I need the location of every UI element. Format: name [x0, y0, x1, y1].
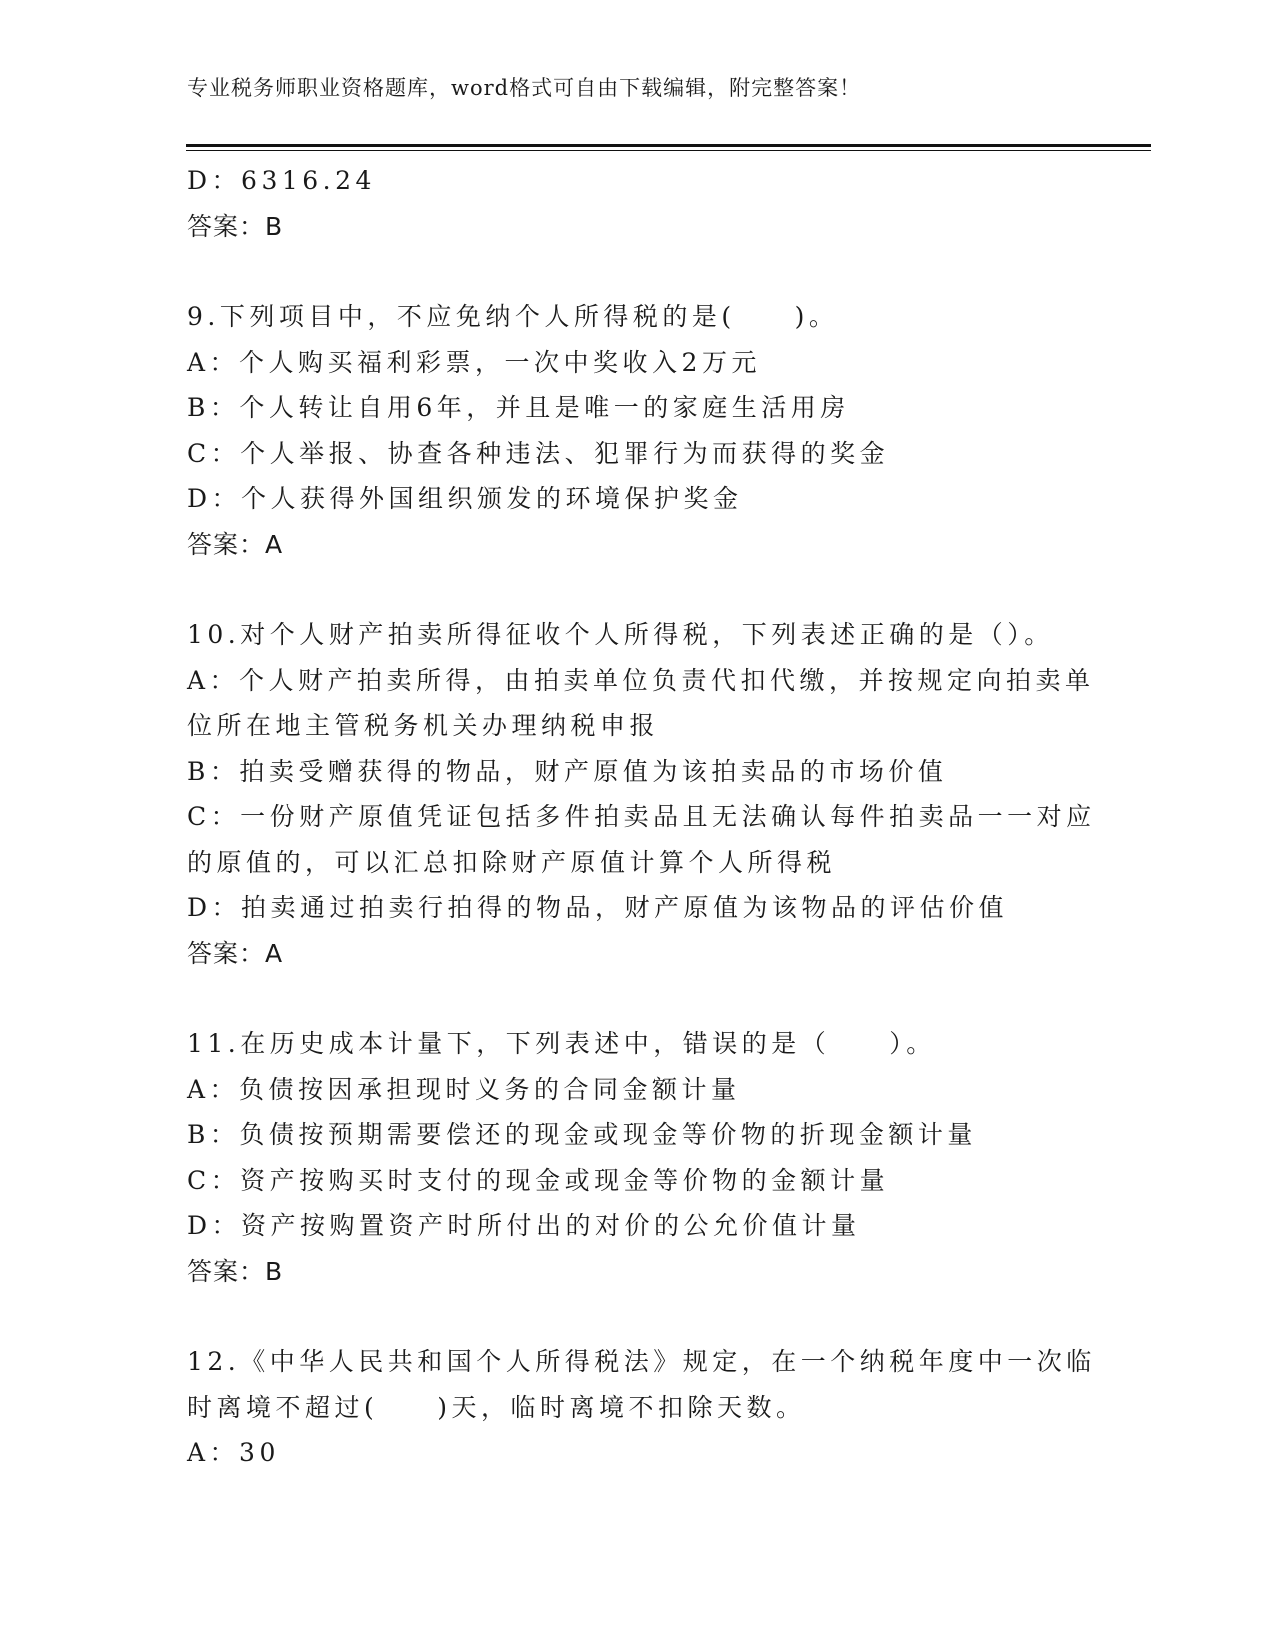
- option-b: B：个人转让自用6年，并且是唯一的家庭生活用房: [187, 393, 850, 422]
- question-12: [187, 1339, 1096, 1476]
- question-11: [187, 1021, 1087, 1294]
- page-header: 专业税务师职业资格题库，word格式可自由下载编辑，附完整答案！: [187, 76, 862, 100]
- spacer: [187, 976, 1087, 1021]
- option-c-line-1: C：一份财产原值凭证包括多件拍卖品且无法确认每件拍卖品一一对应: [187, 802, 1096, 831]
- option-a: A：个人购买福利彩票，一次中奖收入2万元: [187, 347, 761, 377]
- answer: 答案：B: [187, 1256, 284, 1286]
- question-10: [187, 612, 1096, 976]
- option-d: D：个人获得外国组织颁发的环境保护奖金: [187, 484, 743, 513]
- answer: 答案：A: [187, 938, 284, 968]
- option-a: A：负债按因承担现时义务的合同金额计量: [187, 1074, 741, 1104]
- question-stem: 9.下列项目中，不应免纳个人所得税的是( )。: [187, 302, 839, 331]
- question-stem: 11.在历史成本计量下，下列表述中，错误的是（ ）。: [187, 1029, 936, 1058]
- option-a-line-1: A：个人财产拍卖所得，由拍卖单位负责代扣代缴，并按规定向拍卖单: [187, 665, 1095, 695]
- question-stem-line-2: 时离境不超过( )天，临时离境不扣除天数。: [187, 1392, 806, 1422]
- document-body: [187, 158, 1096, 1476]
- question-8-tail: [187, 158, 1087, 249]
- option-b: B：负债按预期需要偿还的现金或现金等价物的折现金额计量: [187, 1120, 977, 1149]
- option-d: D：6316.24: [187, 166, 376, 195]
- option-c: C：个人举报、协查各种违法、犯罪行为而获得的奖金: [187, 438, 890, 468]
- answer: 答案：B: [187, 211, 284, 241]
- header-rule-thick: [186, 144, 1151, 147]
- option-d: D：资产按购置资产时所付出的对价的公允价值计量: [187, 1211, 861, 1240]
- option-b: B：拍卖受赠获得的物品，财产原值为该拍卖品的市场价值: [187, 756, 948, 786]
- option-d: D：拍卖通过拍卖行拍得的物品，财产原值为该物品的评估价值: [187, 893, 1009, 922]
- header-rule-thin: [186, 150, 1151, 151]
- spacer: [187, 567, 1087, 612]
- question-stem: 10.对个人财产拍卖所得征收个人所得税，下列表述正确的是（）。: [187, 620, 1054, 649]
- option-c: C：资产按购买时支付的现金或现金等价物的金额计量: [187, 1165, 890, 1195]
- option-a: A：30: [187, 1438, 280, 1467]
- question-stem-line-1: 12.《中华人民共和国个人所得税法》规定，在一个纳税年度中一次临: [187, 1347, 1096, 1376]
- question-9: [187, 294, 1087, 567]
- spacer: [187, 1294, 1087, 1339]
- spacer: [187, 249, 1087, 294]
- option-c-line-2: 的原值的，可以汇总扣除财产原值计算个人所得税: [187, 847, 837, 877]
- option-a-line-2: 位所在地主管税务机关办理纳税申报: [187, 711, 660, 740]
- answer: 答案：A: [187, 529, 284, 559]
